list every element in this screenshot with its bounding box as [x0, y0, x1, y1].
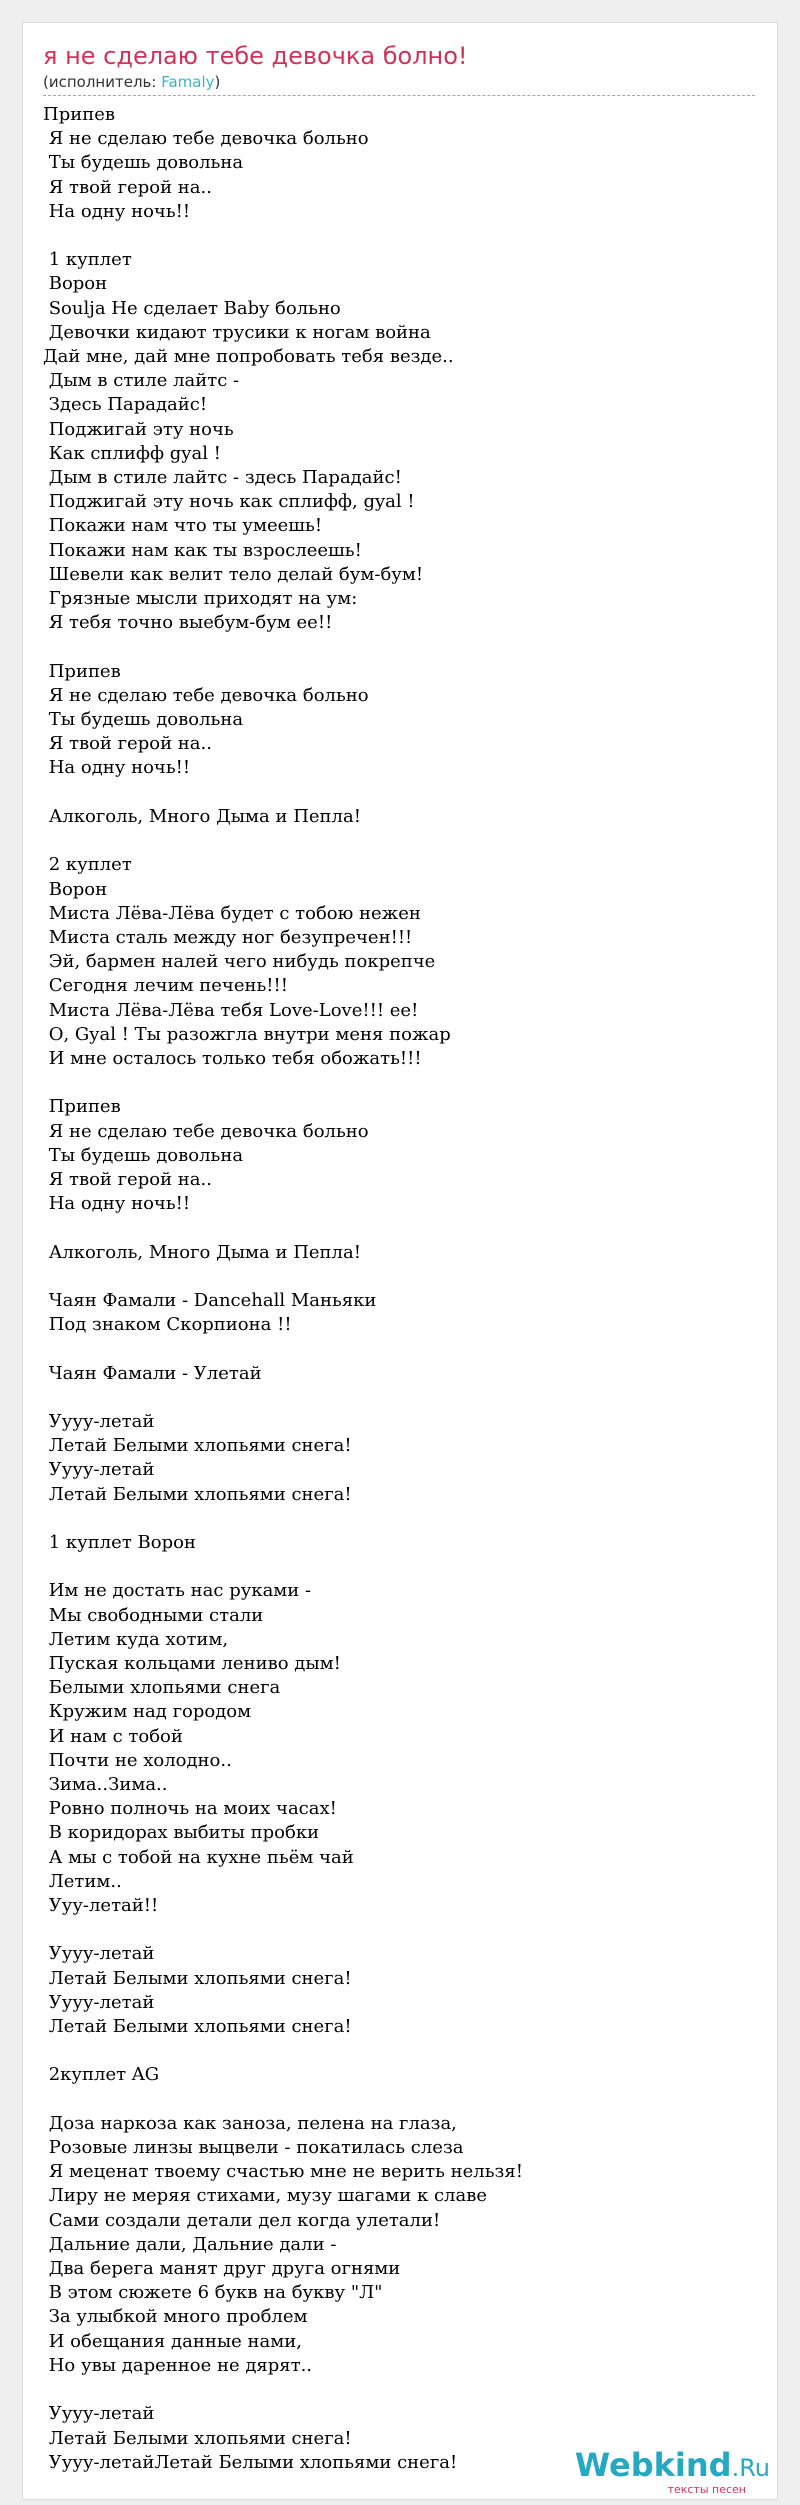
lyric-line: В коридорах выбиты пробки [43, 1822, 320, 1844]
lyric-line [43, 2378, 759, 2402]
logo-wordmark [575, 2445, 770, 2488]
lyric-line: 2куплет AG [43, 2064, 160, 2086]
lyric-line: Шевели как велит тело делай бум-бум! [43, 563, 424, 585]
lyric-line: 1 куплет [43, 249, 132, 271]
lyric-line: Летай Белыми хлопьями снега! [43, 2016, 352, 2038]
lyric-line [43, 829, 759, 853]
lyric-line [43, 2088, 759, 2112]
lyric-line [43, 1216, 759, 1240]
lyric-line: Розовые линзы выцвели - покатилась слеза [43, 2137, 464, 2159]
logo-tagline: тексты песен [667, 2483, 746, 2496]
lyric-line: Алкоголь, Много Дыма и Пепла! [43, 805, 361, 827]
lyric-line: Я твой герой на.. [43, 1168, 212, 1190]
lyric-line: Сами создали детали дел когда улетали! [43, 2209, 441, 2231]
lyric-line: Ты будешь довольна [43, 1144, 244, 1166]
artist-link[interactable]: Famaly [161, 73, 215, 91]
lyric-line [43, 635, 759, 659]
artist-line [43, 71, 220, 93]
lyric-line: Летай Белыми хлопьями снега! [43, 1435, 352, 1457]
lyric-line: Уууу-летай [43, 2403, 155, 2425]
lyric-line: Чаян Фамали - Улетай [43, 1362, 262, 1384]
content-card [22, 22, 778, 2500]
logo-name: Webkind [574, 2446, 732, 2484]
lyric-line: Дым в стиле лайтс - здесь Парадайс! [43, 467, 402, 489]
lyric-line: Лиру не меряя стихами, музу шагами к славе [43, 2185, 487, 2207]
lyric-line [43, 1265, 759, 1289]
lyric-line: А мы с тобой на кухне пьём чай [43, 1846, 354, 1868]
artist-suffix: ) [214, 73, 221, 91]
lyric-line: Миста сталь между ног безупречен!!! [43, 926, 413, 948]
lyric-line: Покажи нам как ты взрослеешь! [43, 539, 362, 561]
lyric-line: Эй, бармен налей чего нибудь покрепче [43, 951, 436, 973]
lyric-line: Под знаком Скорпиона !! [43, 1314, 292, 1336]
lyric-line: 2 куплет [43, 854, 132, 876]
lyric-line: Белыми хлопьями снега [43, 1677, 281, 1699]
lyric-line: Ворон [43, 878, 108, 900]
lyric-line: Я не сделаю тебе девочка больно [43, 128, 369, 150]
lyric-line: Мы свободными стали [43, 1604, 264, 1626]
lyric-line [43, 1918, 759, 1942]
lyric-line: Дай мне, дай мне попробовать тебя везде.. [43, 346, 454, 368]
lyric-line: Soulja Не сделает Baby больно [43, 297, 341, 319]
lyric-line [43, 1507, 759, 1531]
lyric-line: Кружим над городом [43, 1701, 252, 1723]
lyric-line: Миста Лёва-Лёва тебя Love-Love!!! ее! [43, 999, 419, 1021]
lyric-line [43, 1386, 759, 1410]
lyric-line: Летим куда хотим, [43, 1628, 229, 1650]
artist-prefix: (исполнитель: [43, 73, 162, 91]
lyric-line: Покажи нам что ты умеешь! [43, 515, 323, 537]
lyric-line: Пуская кольцами лениво дым! [43, 1653, 341, 1674]
lyric-line: Поджигай эту ночь как сплифф, gyal ! [43, 491, 415, 513]
lyric-line: В этом сюжете 6 букв на букву "Л" [43, 2282, 383, 2304]
lyric-line: Летай Белыми хлопьями снега! [43, 1483, 352, 1505]
lyric-line: Чаян Фамали - Dancehall Маньяки [43, 1289, 377, 1311]
logo-suffix: .Ru [731, 2454, 770, 2482]
lyric-line: Дым в стиле лайтс - [43, 370, 240, 392]
lyric-line: Алкоголь, Много Дыма и Пепла! [43, 1241, 361, 1263]
lyric-line: Уууу-летай [43, 1943, 155, 1965]
lyric-line: Ты будешь довольна [43, 152, 244, 174]
lyric-line: На одну ночь!! [43, 200, 191, 222]
lyric-line [43, 781, 759, 805]
lyric-line: Я твой герой на.. [43, 176, 212, 198]
lyric-line: Припев [43, 104, 115, 125]
lyric-line: Но увы даренное не дярят.. [43, 2354, 313, 2376]
lyric-line: И нам с тобой [43, 1725, 183, 1747]
lyric-line: Ууу-летай!! [43, 1895, 159, 1917]
lyric-line: Летай Белыми хлопьями снега! [43, 1967, 352, 1989]
lyric-line: Грязные мысли приходят на ум: [43, 588, 358, 610]
lyric-line: Ворон [43, 273, 108, 295]
lyric-line: Как сплифф gyal ! [43, 442, 221, 464]
lyric-line: Дальние дали, Дальние дали - [43, 2233, 337, 2255]
webkind-logo[interactable] [560, 2445, 770, 2497]
lyric-line: На одну ночь!! [43, 757, 191, 779]
lyric-line: Летим.. [43, 1870, 122, 1892]
lyric-line: Почти не холодно.. [43, 1749, 232, 1771]
lyric-line: 1 куплет Ворон [43, 1531, 196, 1553]
lyric-line [43, 224, 759, 248]
lyrics-text [43, 103, 759, 2475]
lyric-line [43, 2039, 759, 2063]
lyric-line: Им не достать нас руками - [43, 1580, 312, 1602]
lyric-line: За улыбкой много проблем [43, 2306, 308, 2328]
lyric-line: Уууу-летай [43, 1459, 155, 1481]
lyric-line: Доза наркоза как заноза, пелена на глаза, [43, 2112, 457, 2134]
title-divider [43, 95, 755, 96]
lyric-line [43, 1337, 759, 1361]
lyric-line: Припев [43, 1096, 121, 1118]
lyric-line [43, 1071, 759, 1095]
lyric-line: Ты будешь довольна [43, 709, 244, 731]
lyric-line: Я тебя точно выебум-бум ее!! [43, 612, 333, 634]
lyric-line: На одну ночь!! [43, 1193, 191, 1215]
lyric-line: Девочки кидают трусики к ногам война [43, 321, 431, 343]
lyric-line: И мне осталось только тебя обожать!!! [43, 1047, 422, 1069]
lyric-line: Я не сделаю тебе девочка больно [43, 1120, 369, 1142]
lyric-line: Ровно полночь на моих часах! [43, 1798, 337, 1820]
lyric-line: Здесь Парадайс! [43, 394, 208, 416]
lyric-line [43, 1555, 759, 1579]
lyric-line: Сегодня лечим печень!!! [43, 975, 288, 997]
lyric-line: Миста Лёва-Лёва будет с тобою нежен [43, 902, 421, 924]
lyric-line: Припев [43, 660, 121, 682]
lyric-line: Поджигай эту ночь [43, 418, 234, 440]
lyric-line: Я не сделаю тебе девочка больно [43, 684, 369, 706]
lyric-line: О, Gyal ! Ты разожгла внутри меня пожар [43, 1023, 451, 1045]
lyric-line: Уууу-летай [43, 1410, 155, 1432]
lyric-line: Я меценат твоему счастью мне не верить нельзя! [43, 2161, 523, 2183]
lyric-line: Я твой герой на.. [43, 733, 212, 755]
lyric-line: Два берега манят друг друга огнями [43, 2258, 401, 2280]
lyric-line: И обещания данные нами, [43, 2330, 302, 2352]
lyric-line: Уууу-летай [43, 1991, 155, 2013]
lyric-line: Уууу-летайЛетай Белыми хлопьями снега! [43, 2451, 458, 2473]
lyric-line: Летай Белыми хлопьями снега! [43, 2427, 352, 2449]
page-title: я не сделаю тебе девочка болно! [43, 42, 468, 70]
lyric-line: Зима..Зима.. [43, 1774, 168, 1796]
